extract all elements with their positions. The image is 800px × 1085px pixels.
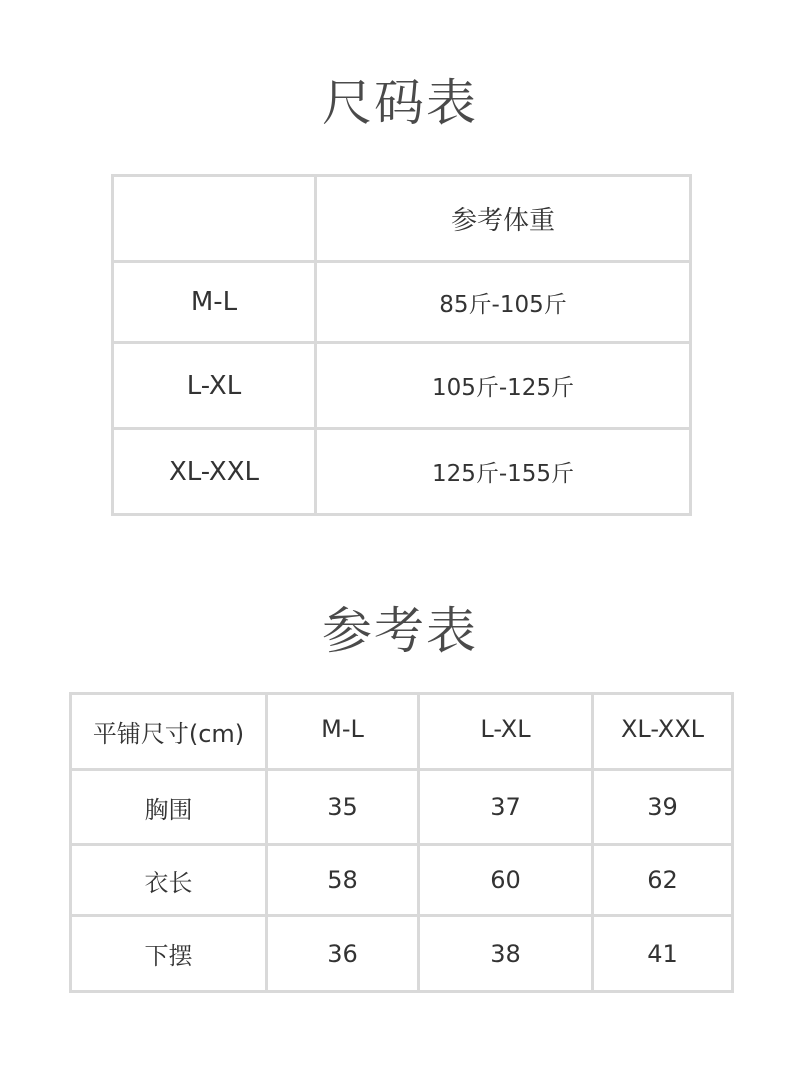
measurement-value: 60 xyxy=(419,845,593,916)
table-row xyxy=(113,429,691,515)
header-cell-empty xyxy=(113,176,316,262)
reference-chart-table xyxy=(69,692,734,993)
table-row xyxy=(71,916,733,992)
table-row xyxy=(113,262,691,343)
table-row xyxy=(113,343,691,429)
measurement-label: 衣长 xyxy=(71,845,267,916)
size-label: M-L xyxy=(113,262,316,343)
measurement-value: 41 xyxy=(593,916,733,992)
header-cell-reference-weight: 参考体重 xyxy=(316,176,691,262)
measurement-value: 38 xyxy=(419,916,593,992)
header-cell-size: M-L xyxy=(267,694,419,770)
size-label: L-XL xyxy=(113,343,316,429)
size-chart-table xyxy=(111,174,692,516)
measurement-value: 58 xyxy=(267,845,419,916)
size-label: XL-XXL xyxy=(113,429,316,515)
measurement-value: 39 xyxy=(593,770,733,845)
table-header-row xyxy=(71,694,733,770)
measurement-label: 下摆 xyxy=(71,916,267,992)
measurement-value: 36 xyxy=(267,916,419,992)
measurement-label: 胸围 xyxy=(71,770,267,845)
header-cell-size: XL-XXL xyxy=(593,694,733,770)
measurement-value: 37 xyxy=(419,770,593,845)
weight-value: 125斤-155斤 xyxy=(316,429,691,515)
size-chart-title: 尺码表 xyxy=(322,74,478,132)
measurement-value: 35 xyxy=(267,770,419,845)
table-header-row xyxy=(113,176,691,262)
header-cell-flat-size: 平铺尺寸(cm) xyxy=(71,694,267,770)
table-row xyxy=(71,845,733,916)
weight-value: 85斤-105斤 xyxy=(316,262,691,343)
reference-chart-title: 参考表 xyxy=(322,602,478,660)
weight-value: 105斤-125斤 xyxy=(316,343,691,429)
header-cell-size: L-XL xyxy=(419,694,593,770)
table-row xyxy=(71,770,733,845)
measurement-value: 62 xyxy=(593,845,733,916)
